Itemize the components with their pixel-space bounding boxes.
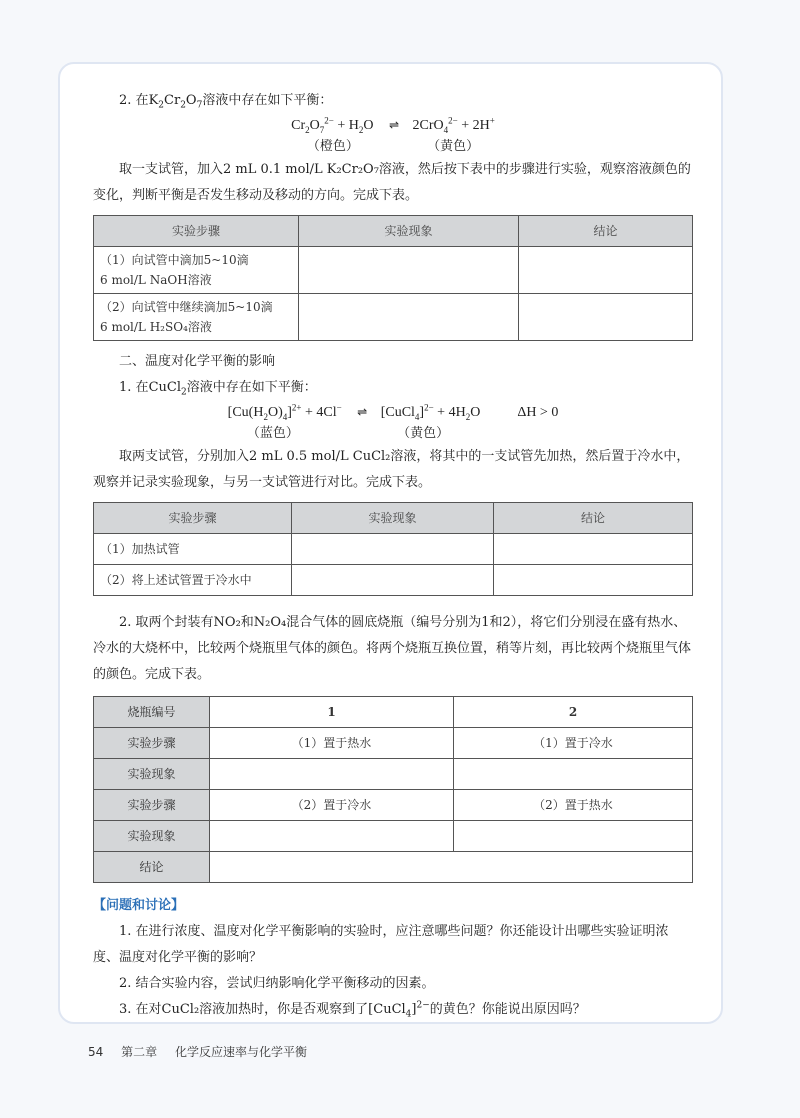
t1-step-cell [94, 247, 299, 294]
t2-header-observation: 实验现象 [292, 503, 494, 534]
table-row [94, 247, 693, 294]
color-blue-label: （蓝色） [246, 426, 299, 441]
step-line: 6 mol/L H₂SO₄溶液 [100, 320, 212, 334]
heading-pre: 在 [135, 380, 149, 395]
item-number: 2. [119, 93, 132, 108]
table-temperature [93, 502, 693, 596]
t3-step1-flask1: （1）置于热水 [210, 728, 454, 759]
table-row [94, 728, 693, 759]
t3-flask-1: 1 [210, 697, 454, 728]
section-a-paragraph: 取一支试管，加入2 mL 0.1 mol/L K₂Cr₂O₇溶液，然后按下表中的步骤进行实验，观察溶液颜色的变化，判断平衡是否发生移动及移动的方向。完成下表。 [93, 162, 691, 203]
chromate-equation: $Cr_2O_7^{2-} + H_2O$ ⇌ 2CrO$_4^{2-}$ + 2H+ [291, 115, 495, 135]
chromate-colors [93, 137, 693, 157]
table-row [94, 565, 693, 596]
t3-step1-flask2: （1）置于冷水 [454, 728, 693, 759]
page-number: 54 [88, 1045, 104, 1059]
table-row [94, 294, 693, 341]
color-orange-label: （橙色） [306, 139, 359, 154]
t3-step2-flask2: （2）置于热水 [454, 790, 693, 821]
step-line: 6 mol/L NaOH溶液 [100, 273, 212, 287]
t3-flask-label: 烧瓶编号 [94, 697, 210, 728]
q3-pre: 3. 在对CuCl₂溶液加热时，你是否观察到了 [119, 1002, 369, 1017]
table-row [94, 790, 693, 821]
table-row [94, 759, 693, 790]
t1-step-cell [94, 294, 299, 341]
heading-post: 溶液中存在如下平衡： [186, 380, 317, 395]
discussion-q1: 1. 在进行浓度、温度对化学平衡影响的实验时，应注意哪些问题？你还能设计出哪些实验证明浓度、温度对化学平衡的影响？ [93, 924, 669, 965]
t2-header-step: 实验步骤 [94, 503, 292, 534]
discussion-title: 【问题和讨论】 [93, 898, 185, 913]
t2-conclusion-cell[interactable] [494, 565, 693, 596]
t1-conclusion-cell[interactable] [519, 294, 693, 341]
q3-post: 的黄色？你能说出原因吗？ [429, 1002, 586, 1017]
t3-obs-cell[interactable] [454, 759, 693, 790]
t3-obs-cell[interactable] [210, 759, 454, 790]
copper-colors [93, 424, 693, 444]
discussion-q2: 2. 结合实验内容，尝试归纳影响化学平衡移动的因素。 [119, 976, 435, 991]
copper-equation: $[Cu(H_2O)_4]^{2+} + 4Cl^-$ ⇌ [CuCl$_4$]$^{2-}$ + $4H_2O$ ΔH > 0 [227, 402, 559, 422]
chapter-label: 第二章 [121, 1045, 158, 1059]
section-b-title: 二、温度对化学平衡的影响 [119, 354, 276, 369]
color-yellow-label: （黄色） [427, 139, 480, 154]
t3-row-observation: 实验现象 [94, 759, 210, 790]
t2-observation-cell[interactable] [292, 534, 494, 565]
discussion-q3: 3. 在对CuCl₂溶液加热时，你是否观察到了[CuCl$_4$]$^{2-}$的黄色？你能说出原因吗？ [119, 1000, 586, 1020]
table-concentration [93, 215, 693, 341]
step-line: （2）向试管中继续滴加5~10滴 [100, 300, 273, 314]
t3-row-step: 实验步骤 [94, 728, 210, 759]
table-row [94, 534, 693, 565]
section-c-paragraph: 2. 取两个封装有NO₂和N₂O₄混合气体的圆底烧瓶（编号分别为1和2），将它们分别浸在盛有热水、冷水的大烧杯中，比较两个烧瓶里气体的颜色。将两个烧瓶互换位置，稍等片刻，再比较两个烧瓶里气体的颜色。完成下表。 [93, 615, 692, 682]
t2-step-cell: （2）将上述试管置于冷水中 [94, 565, 292, 596]
section-b-paragraph: 取两支试管，分别加入2 mL 0.5 mol/L CuCl₂溶液，将其中的一支试管先加热，然后置于冷水中，观察并记录实验现象，与另一支试管进行对比。完成下表。 [93, 449, 690, 490]
heading-pre: 在 [135, 93, 149, 108]
table-row [94, 852, 693, 883]
t1-header-observation: 实验现象 [299, 216, 519, 247]
heading-post: 溶液中存在如下平衡： [202, 93, 333, 108]
t2-header-conclusion: 结论 [494, 503, 693, 534]
t1-conclusion-cell[interactable] [519, 247, 693, 294]
t3-step2-flask1: （2）置于冷水 [210, 790, 454, 821]
section-a-heading: 2. 在$K_2Cr_2O_7$溶液中存在如下平衡： [119, 93, 333, 111]
delta-h: ΔH > 0 [517, 405, 559, 420]
t1-header-step: 实验步骤 [94, 216, 299, 247]
t3-obs-cell[interactable] [210, 821, 454, 852]
table-flasks [93, 696, 693, 883]
t1-header-conclusion: 结论 [519, 216, 693, 247]
t1-observation-cell[interactable] [299, 294, 519, 341]
t3-row-conclusion: 结论 [94, 852, 210, 883]
t1-observation-cell[interactable] [299, 247, 519, 294]
item-number: 1. [119, 380, 132, 395]
t2-observation-cell[interactable] [292, 565, 494, 596]
page-content [93, 88, 693, 1023]
t2-step-cell: （1）加热试管 [94, 534, 292, 565]
t3-row-step: 实验步骤 [94, 790, 210, 821]
t3-conclusion-cell[interactable] [210, 852, 693, 883]
t2-conclusion-cell[interactable] [494, 534, 693, 565]
t3-obs-cell[interactable] [454, 821, 693, 852]
chapter-title: 化学反应速率与化学平衡 [174, 1045, 307, 1059]
page-footer [88, 1043, 307, 1060]
t3-row-observation: 实验现象 [94, 821, 210, 852]
t3-flask-2: 2 [454, 697, 693, 728]
step-line: （1）向试管中滴加5~10滴 [100, 253, 249, 267]
table-row [94, 821, 693, 852]
section-b-heading: 1. 在CuCl$_2$溶液中存在如下平衡： [119, 380, 317, 398]
color-yellow-label: （黄色） [397, 426, 450, 441]
